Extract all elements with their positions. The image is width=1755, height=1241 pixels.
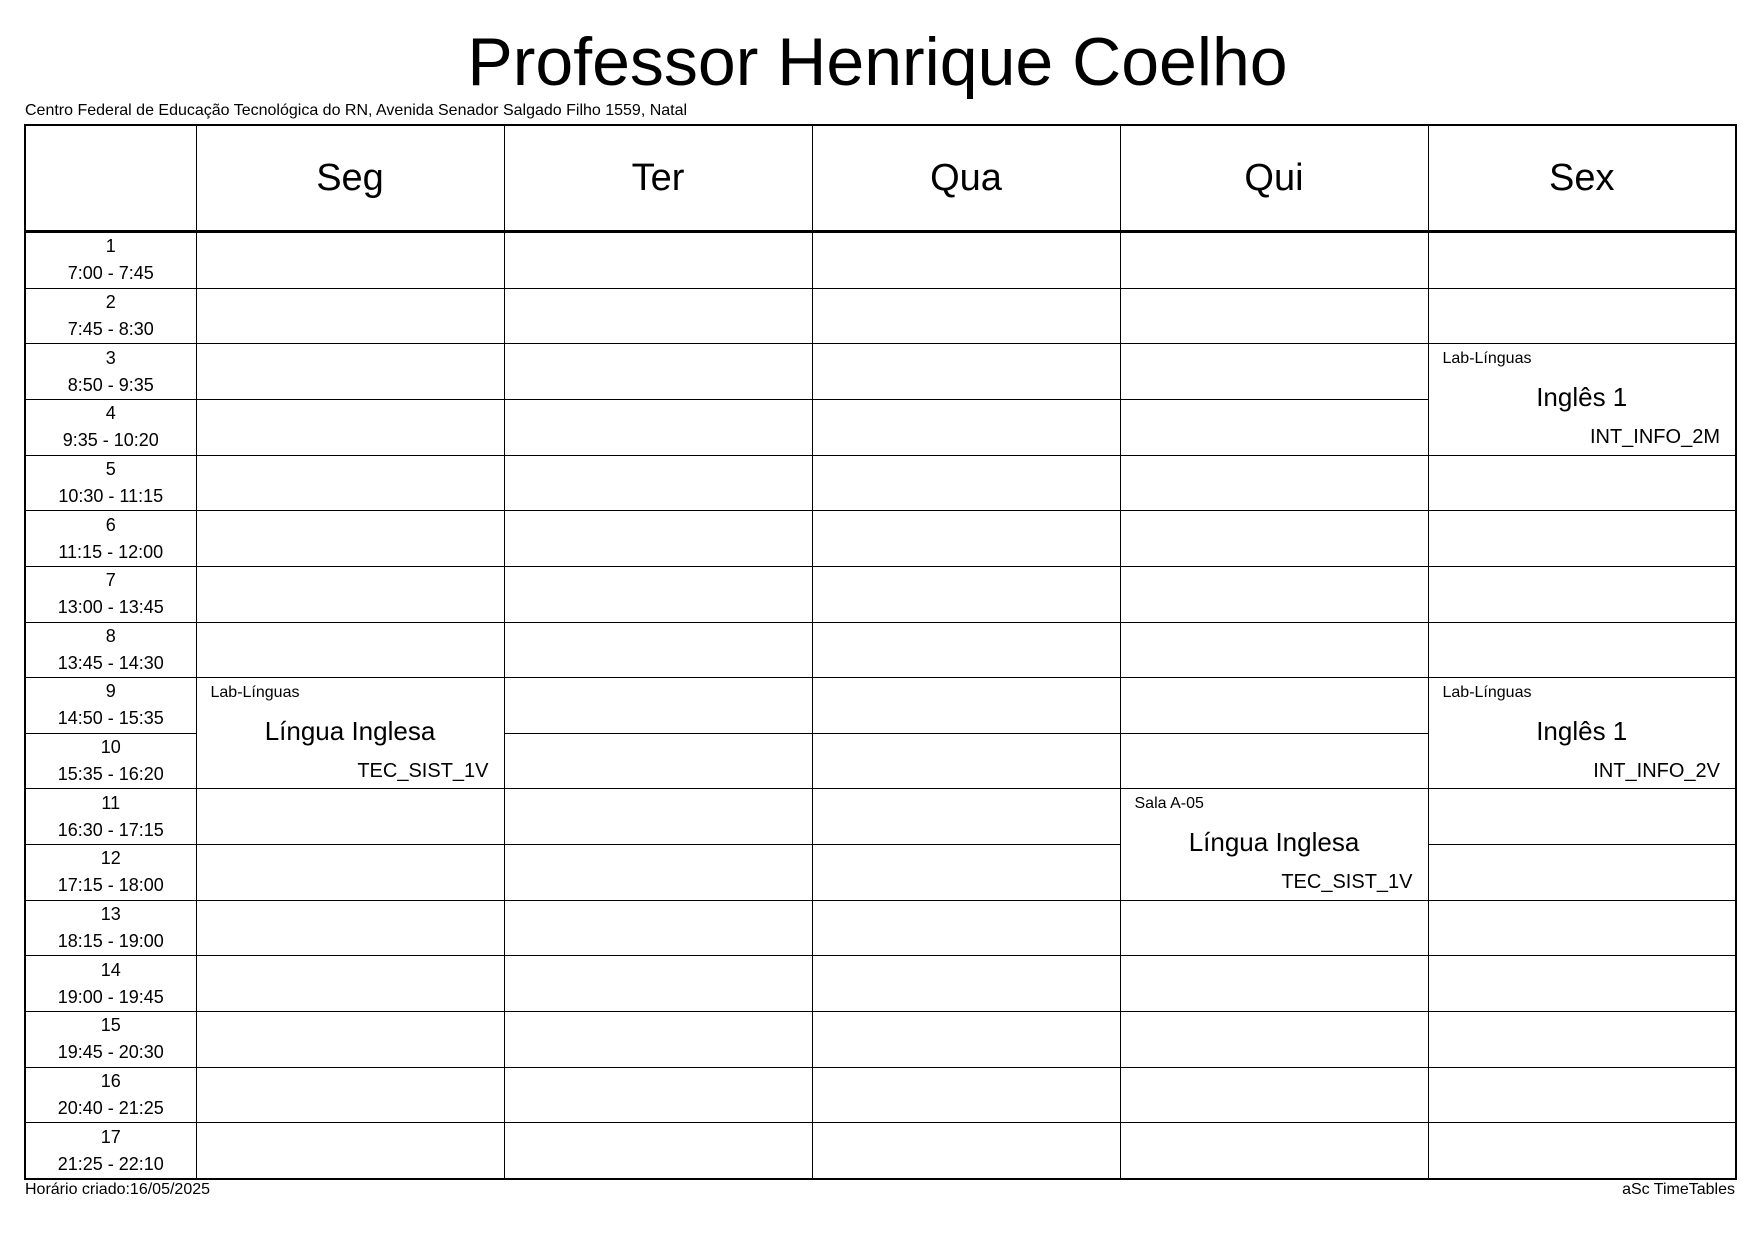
empty-slot [196, 455, 504, 511]
period-row [25, 678, 1736, 734]
empty-slot [812, 1123, 1120, 1179]
empty-slot [504, 1011, 812, 1067]
empty-slot [812, 566, 1120, 622]
empty-slot [812, 733, 1120, 789]
corner-cell [25, 125, 196, 232]
empty-slot [812, 344, 1120, 400]
empty-slot [1120, 678, 1428, 734]
period-row [25, 1067, 1736, 1123]
lesson-room: Lab-Línguas [1442, 684, 1532, 702]
period-number: 17 [100, 1126, 121, 1147]
period-label [25, 566, 196, 622]
period-number: 12 [100, 848, 121, 869]
period-number: 10 [100, 737, 121, 758]
empty-slot [1428, 1067, 1736, 1123]
period-time: 18:15 - 19:00 [57, 931, 164, 952]
empty-slot [1120, 232, 1428, 289]
period-label [25, 956, 196, 1012]
day-header-qua: Qua [812, 125, 1120, 232]
empty-slot [1428, 1123, 1736, 1179]
empty-slot [504, 1067, 812, 1123]
empty-slot [1120, 956, 1428, 1012]
period-label [25, 344, 196, 400]
empty-slot [196, 900, 504, 956]
empty-slot [1428, 845, 1736, 901]
empty-slot [1120, 1011, 1428, 1067]
lesson-class: INT_INFO_2V [1593, 760, 1720, 783]
period-row [25, 566, 1736, 622]
empty-slot [812, 956, 1120, 1012]
empty-slot [1120, 622, 1428, 678]
period-label [25, 789, 196, 845]
period-label [25, 845, 196, 901]
period-number: 13 [100, 904, 121, 925]
period-number: 14 [100, 959, 121, 980]
empty-slot [812, 845, 1120, 901]
period-row [25, 789, 1736, 845]
lesson-class: TEC_SIST_1V [1281, 871, 1413, 894]
empty-slot [196, 399, 504, 455]
empty-slot [196, 956, 504, 1012]
period-time: 21:25 - 22:10 [57, 1153, 164, 1174]
period-time: 14:50 - 15:35 [57, 708, 164, 729]
period-number: 6 [105, 514, 116, 535]
empty-slot [1428, 956, 1736, 1012]
empty-slot [196, 344, 504, 400]
empty-slot [812, 1011, 1120, 1067]
empty-slot [1428, 511, 1736, 567]
day-header-seg: Seg [196, 125, 504, 232]
lesson-subject: Língua Inglesa [1188, 827, 1360, 858]
empty-slot [504, 733, 812, 789]
period-time: 19:00 - 19:45 [57, 986, 164, 1007]
empty-slot [504, 344, 812, 400]
period-row [25, 900, 1736, 956]
empty-slot [504, 288, 812, 344]
period-label [25, 1067, 196, 1123]
empty-slot [1120, 1123, 1428, 1179]
period-label [25, 1123, 196, 1179]
empty-slot [196, 845, 504, 901]
period-time: 10:30 - 11:15 [58, 485, 164, 506]
period-label [25, 678, 196, 734]
period-label [25, 622, 196, 678]
empty-slot [196, 1123, 504, 1179]
empty-slot [196, 288, 504, 344]
empty-slot [504, 566, 812, 622]
empty-slot [812, 1067, 1120, 1123]
empty-slot [812, 455, 1120, 511]
lesson-room: Lab-Línguas [1442, 350, 1532, 368]
lesson-card [1428, 344, 1736, 455]
empty-slot [1120, 511, 1428, 567]
lesson-class: INT_INFO_2M [1589, 426, 1720, 449]
empty-slot [812, 900, 1120, 956]
empty-slot [504, 845, 812, 901]
empty-slot [1120, 288, 1428, 344]
lesson-card [196, 678, 504, 789]
empty-slot [812, 622, 1120, 678]
empty-slot [504, 956, 812, 1012]
empty-slot [1120, 733, 1428, 789]
period-time: 13:00 - 13:45 [57, 597, 164, 618]
period-row [25, 455, 1736, 511]
period-number: 7 [105, 570, 116, 591]
day-header-row [25, 125, 1736, 232]
empty-slot [1120, 455, 1428, 511]
period-time: 9:35 - 10:20 [62, 430, 159, 451]
timetable [24, 124, 1737, 1180]
software-credit: aSc TimeTables [1622, 1181, 1735, 1198]
empty-slot [504, 678, 812, 734]
empty-slot [196, 566, 504, 622]
empty-slot [1428, 900, 1736, 956]
period-row [25, 956, 1736, 1012]
page-title: Professor Henrique Coelho [467, 24, 1288, 100]
period-time: 19:45 - 20:30 [57, 1042, 164, 1063]
period-time: 16:30 - 17:15 [57, 819, 164, 840]
empty-slot [1120, 344, 1428, 400]
period-time: 15:35 - 16:20 [57, 764, 164, 785]
empty-slot [504, 1123, 812, 1179]
empty-slot [812, 232, 1120, 289]
empty-slot [1120, 399, 1428, 455]
empty-slot [1428, 288, 1736, 344]
period-number: 11 [101, 792, 121, 813]
period-label [25, 288, 196, 344]
empty-slot [1120, 1067, 1428, 1123]
period-row [25, 232, 1736, 289]
school-address: Centro Federal de Educação Tecnológica do RN, Avenida Senador Salgado Filho 1559, Natal [25, 102, 688, 119]
day-header-ter: Ter [504, 125, 812, 232]
lesson-room: Lab-Línguas [210, 684, 300, 702]
lesson-card [1120, 789, 1428, 900]
empty-slot [196, 232, 504, 289]
lesson-subject: Língua Inglesa [264, 716, 436, 747]
empty-slot [1428, 455, 1736, 511]
empty-slot [196, 789, 504, 845]
period-number: 4 [105, 403, 116, 424]
lesson-subject: Inglês 1 [1536, 382, 1628, 413]
empty-slot [1428, 1011, 1736, 1067]
empty-slot [1120, 566, 1428, 622]
lesson-subject: Inglês 1 [1536, 716, 1628, 747]
lesson-room: Sala A-05 [1134, 795, 1204, 813]
period-time: 17:15 - 18:00 [57, 875, 164, 896]
period-row [25, 288, 1736, 344]
period-number: 16 [100, 1070, 121, 1091]
period-label [25, 511, 196, 567]
empty-slot [1428, 566, 1736, 622]
period-label [25, 399, 196, 455]
empty-slot [812, 789, 1120, 845]
period-number: 1 [105, 236, 116, 257]
period-time: 8:50 - 9:35 [67, 374, 154, 395]
empty-slot [504, 455, 812, 511]
period-label [25, 900, 196, 956]
period-time: 20:40 - 21:25 [57, 1097, 164, 1118]
period-number: 3 [105, 347, 116, 368]
period-number: 15 [100, 1015, 121, 1036]
empty-slot [1428, 232, 1736, 289]
empty-slot [504, 900, 812, 956]
empty-slot [504, 232, 812, 289]
day-header-sex: Sex [1428, 125, 1736, 232]
lesson-card [1428, 678, 1736, 789]
empty-slot [504, 789, 812, 845]
empty-slot [504, 399, 812, 455]
empty-slot [812, 678, 1120, 734]
period-row [25, 511, 1736, 567]
empty-slot [812, 511, 1120, 567]
timetable-body [25, 232, 1736, 1180]
empty-slot [504, 511, 812, 567]
period-label [25, 455, 196, 511]
empty-slot [196, 1011, 504, 1067]
period-row [25, 1011, 1736, 1067]
empty-slot [196, 511, 504, 567]
period-time: 13:45 - 14:30 [57, 652, 164, 673]
period-number: 8 [105, 625, 116, 646]
period-number: 5 [105, 458, 116, 479]
period-label [25, 232, 196, 289]
period-row [25, 1123, 1736, 1179]
period-number: 9 [105, 681, 116, 702]
period-number: 2 [105, 291, 116, 312]
period-label [25, 1011, 196, 1067]
empty-slot [196, 1067, 504, 1123]
empty-slot [504, 622, 812, 678]
empty-slot [1428, 622, 1736, 678]
period-row [25, 622, 1736, 678]
lesson-class: TEC_SIST_1V [357, 760, 489, 783]
empty-slot [812, 288, 1120, 344]
empty-slot [196, 622, 504, 678]
period-row [25, 344, 1736, 400]
created-date: Horário criado:16/05/2025 [25, 1181, 211, 1198]
period-time: 11:15 - 12:00 [58, 541, 164, 562]
empty-slot [1428, 789, 1736, 845]
period-time: 7:45 - 8:30 [67, 318, 154, 339]
day-header-qui: Qui [1120, 125, 1428, 232]
empty-slot [1120, 900, 1428, 956]
period-time: 7:00 - 7:45 [67, 263, 154, 284]
period-label [25, 733, 196, 789]
period-row [25, 845, 1736, 901]
empty-slot [812, 399, 1120, 455]
